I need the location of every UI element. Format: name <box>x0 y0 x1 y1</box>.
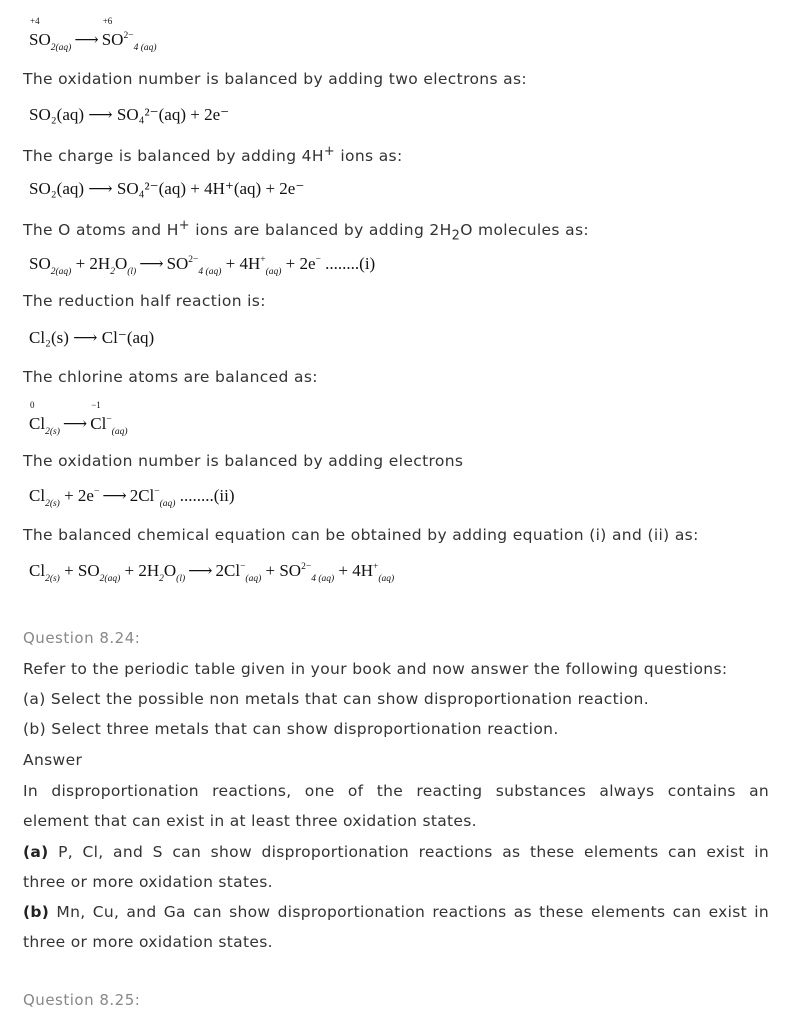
question-heading: Question 8.24: <box>23 629 141 647</box>
text-line <box>23 144 403 165</box>
answer-line: three or more oxidation states. <box>23 873 273 891</box>
question-heading: Question 8.25: <box>23 991 141 1009</box>
answer-part-a <box>23 837 769 897</box>
equation-5: 0 $Cl_{2(s)}$ ⟶ −1 $Cl^-_{(aq)}$ <box>29 400 128 437</box>
ox-number: −1 <box>91 400 101 410</box>
equation-6: $Cl_{2(s)} + 2e^-$ ⟶ $2Cl^-_{(aq)}$ ........(ii) <box>29 486 235 509</box>
equation-4: Cl₂(s) ⟶ Cl⁻(aq) <box>29 328 155 347</box>
eq-superscript: 2− <box>123 31 134 41</box>
equation-tag: ........(i) <box>325 254 376 273</box>
text-line: The reduction half reaction is: <box>23 292 266 310</box>
equation-3: $SO_{2(aq)} + 2H_2O_{(l)}$ ⟶ $SO^{2-}_{4 (aq)} + 4H^+_{(aq)} + 2e^-$ ........(i) <box>29 254 376 277</box>
answer-line: In disproportionation reactions, one of the reacting substances always contains an <box>23 782 769 800</box>
equation-1: SO₂(aq) ⟶ SO₄²⁻(aq) + 2e⁻ <box>29 105 230 124</box>
answer-part-label: (b) <box>23 903 50 921</box>
answer-line: Mn, Cu, and Ga can show disproportionation reactions as these elements can exist in <box>49 903 769 921</box>
text-line: The balanced chemical equation can be obtained by adding equation (i) and (ii) as: <box>23 526 699 544</box>
text-line: The oxidation number is balanced by adding two electrons as: <box>23 70 528 88</box>
subscript: 2 <box>451 228 461 244</box>
eq-symbol: S <box>101 30 112 49</box>
eq-subscript: 4 (aq) <box>133 43 157 53</box>
eq-symbol: O <box>111 30 124 49</box>
equation-2: SO₂(aq) ⟶ SO₄²⁻(aq) + 4H⁺(aq) + 2e⁻ <box>29 179 305 198</box>
answer-line: three or more oxidation states. <box>23 933 273 951</box>
text-line <box>23 218 589 243</box>
text-line: The oxidation number is balanced by adding electrons <box>23 452 464 470</box>
answer-part-label: (a) <box>23 843 49 861</box>
reaction-arrow: ⟶ <box>74 30 99 49</box>
text-line: The chlorine atoms are balanced as: <box>23 368 318 386</box>
answer-label: Answer <box>23 751 83 769</box>
equation-oxidation-states <box>29 16 157 53</box>
question-prompt: Refer to the periodic table given in your book and now answer the following questions: <box>23 660 728 678</box>
question-part-a: (a) Select the possible non metals that can show disproportionation reaction. <box>23 690 649 708</box>
question-part-b: (b) Select three metals that can show disproportionation reaction. <box>23 720 559 738</box>
answer-paragraph <box>23 776 769 836</box>
text-fragment: ions are balanced by adding 2H <box>189 221 452 240</box>
ox-number: +4 <box>30 16 40 26</box>
ox-number: +6 <box>102 16 113 26</box>
text-fragment: The charge is balanced by adding 4H <box>23 147 324 166</box>
eq-subscript: 2(aq) <box>50 43 72 53</box>
text-fragment: ions as: <box>335 147 403 166</box>
superscript: + <box>178 218 190 233</box>
answer-line: element that can exist in at least three oxidation states. <box>23 812 477 830</box>
eq-symbol: S <box>29 30 39 49</box>
superscript: + <box>323 144 336 159</box>
answer-part-b <box>23 897 769 957</box>
equation-tag: ........(ii) <box>179 486 235 505</box>
ox-number: 0 <box>30 400 35 410</box>
text-fragment: The O atoms and H <box>23 221 179 240</box>
equation-balanced: $Cl_{2(s)} + SO_{2(aq)} + 2H_2O_{(l)}$ ⟶ $2Cl^-_{(aq)} + SO^{2-}_{4 (aq)} + 4H^+_{(aq)}$ <box>29 561 395 584</box>
answer-line: P, Cl, and S can show disproportionation reactions as these elements can exist in <box>48 843 769 861</box>
eq-symbol: O <box>38 30 51 49</box>
text-fragment: O molecules as: <box>460 221 589 240</box>
